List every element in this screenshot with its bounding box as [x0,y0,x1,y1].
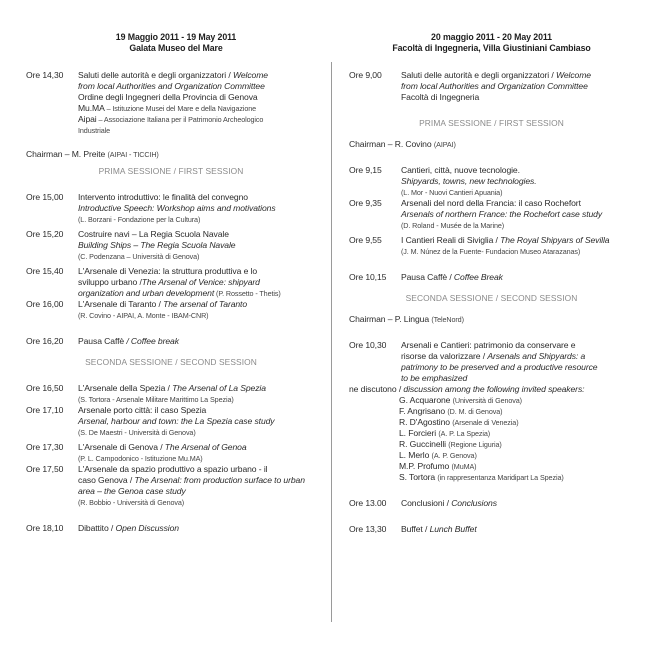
talk-title-en: The arsenal of Taranto [163,299,248,309]
list-item [399,472,634,483]
talk-title-en: Building Ships – The Regia Scuola Navale [78,240,236,250]
day1-venue: Galata Museo del Mare [129,43,223,53]
session-heading: PRIMA SESSIONE / FIRST SESSION [98,166,244,176]
guest-affiliation: (MuMA) [451,462,477,471]
talk-title-en-2: area – the Genoa case study [78,486,186,496]
guest-affiliation: (A. P. La Spezia) [438,429,491,438]
opening-org: Ordine degli Ingegneri della Provincia di Genova [78,92,258,102]
opening-title-en-2: from local Authorities and Organization Committee [78,81,265,91]
chairman-line [349,314,634,325]
debate-title-en: Open Discussion [115,523,179,533]
day1-column [26,32,316,534]
guest-name: G. Acquarone [399,395,453,405]
talk-title-2: sviluppo urbano / [78,277,142,287]
chairman-name: Chairman – M. Preite [26,149,108,159]
chairman-name: Chairman – R. Covino [349,139,434,149]
talk-title-en: The Royal Shipyars of Sevilla [500,235,610,245]
debate-entry [26,523,316,534]
entry-time: Ore 16,00 [26,299,64,309]
guest-list [349,395,634,483]
talk-speaker: (L. Borzani - Fondazione per la Cultura) [78,215,201,224]
entry-time: Ore 17,50 [26,464,64,474]
opening-title-en: Welcome [555,70,591,80]
break-title-en: / Coffee break [126,336,179,346]
entry-time: Ore 14,30 [26,70,64,80]
talk-title: Arsenale porto città: il caso Spezia [78,405,207,415]
day2-column [349,32,634,535]
talk-entry [26,405,316,438]
entry-time: Ore 9,00 [349,70,382,80]
talk-speaker: (R. Covino - AIPAI, A. Monte - IBAM-CNR) [78,311,209,320]
chairman-affiliation: (TeleNord) [431,315,464,324]
entry-time: Ore 17,30 [26,442,64,452]
guest-affiliation: (Regione Liguria) [448,440,502,449]
talk-title: L'Arsenale della Spezia / [78,383,173,393]
chairman-name: Chairman – P. Lingua [349,314,432,324]
talk-title-en: The Arsenal: from production surface to urban [134,475,305,485]
talk-speaker: (R. Bobbio - Università di Genova) [78,498,185,507]
talk-title-en-2: organization and urban development [78,288,215,298]
talk-title-en: Shipyards, towns, new technologies. [401,176,537,186]
talk-speaker: (S. De Maestri - Università di Genova) [78,428,196,437]
talk-speaker: (D. Roland - Musée de la Marine) [401,221,505,230]
talk-speaker: (S. Tortora - Arsenale Militare Marittimo La Spezia) [78,395,234,404]
opening-entry [26,70,316,136]
conclusions-entry [349,498,634,509]
talk-title-en: Arsenals and Shipyards: a [487,351,586,361]
conclusions-title-en: Conclusions [451,498,497,508]
opening-title-en: Welcome [232,70,268,80]
break-title-en: Coffee Break [453,272,503,282]
day2-header [349,32,634,54]
talk-title-en: The Arsenal of Venice: shipyard [141,277,260,287]
day1-date: 19 Maggio 2011 - 19 May 2011 [115,32,237,42]
talk-entry [349,235,634,257]
talk-entry [26,464,316,508]
talk-entry [349,340,634,384]
entry-time: Ore 9,55 [349,235,382,245]
entry-time: Ore 16,50 [26,383,64,393]
conclusions-title: Conclusioni / [401,498,452,508]
day1-header [36,32,316,54]
entry-time: Ore 10,30 [349,340,387,350]
entry-time: Ore 13.00 [349,498,387,508]
entry-time: Ore 10,15 [349,272,387,282]
list-item [399,428,634,439]
opening-title: Saluti delle autorità e degli organizzatori / [401,70,556,80]
break-entry [349,272,634,283]
guest-name: L. Merlo [399,450,432,460]
opening-org-muma: Mu.MA [78,103,105,113]
entry-time: Ore 15,40 [26,266,64,276]
guest-affiliation: (D. M. di Genova) [447,407,503,416]
guest-affiliation: (in rappresentanza Maridipart La Spezia) [437,473,564,482]
talk-title: Costruire navi – La Regia Scuola Navale [78,229,229,239]
talk-entry [349,198,634,231]
entry-time: Ore 15,00 [26,192,64,202]
list-item [399,439,634,450]
guest-name: S. Tortora [399,472,438,482]
discussion-intro [349,384,634,395]
talk-title-en: Arsenal, harbour and town: the La Spezia case study [78,416,275,426]
guest-affiliation: (Università di Genova) [452,396,522,405]
talk-title: Arsenali e Cantieri: patrimonio da conservare e [401,340,576,350]
guest-affiliation: (A. P. Genova) [431,451,477,460]
talk-title: Intervento introduttivo: le finalità del convegno [78,192,248,202]
talk-entry [26,229,316,262]
discussion-label-en: discussion among the following invited speakers: [403,384,585,394]
talk-entry [26,299,316,321]
talk-entry [26,442,316,464]
chairman-affiliation: (AIPAI) [433,140,456,149]
list-item [399,450,634,461]
day2-venue: Facoltà di Ingegneria, Villa Giustiniani Cambiaso [392,43,591,53]
guest-name: F. Angrisano [399,406,448,416]
talk-title: L'Arsenale di Venezia: la struttura produttiva e lo [78,266,258,276]
opening-org-muma-desc: – Istituzione Musei del Mare e della Navigazione [104,104,257,113]
discussion-label: ne discutono / [349,384,404,394]
talk-entry [349,165,634,198]
opening-org-aipai-desc: – Associazione Italiana per il Patrimonio Archeologico [96,115,264,124]
list-item [399,417,634,428]
entry-time: Ore 18,10 [26,523,64,533]
chairman-line [349,139,634,150]
column-divider [331,62,332,622]
entry-time: Ore 13,30 [349,524,387,534]
talk-title: Arsenali del nord della Francia: il caso Rochefort [401,198,581,208]
guest-name: M.P. Profumo [399,461,452,471]
talk-speaker: (C. Podenzana – Università di Genova) [78,252,200,261]
talk-title-2: risorse da valorizzare / [401,351,488,361]
opening-org: Facoltà di Ingegneria [401,92,480,102]
buffet-entry [349,524,634,535]
talk-title: I Cantieri Reali di Siviglia / [401,235,501,245]
talk-speaker: (P. Rossetto - Thetis) [214,289,281,298]
talk-entry [26,266,316,299]
session-heading: PRIMA SESSIONE / FIRST SESSION [419,118,564,128]
buffet-title-en: Lunch Buffet [429,524,477,534]
talk-entry [26,383,316,405]
talk-title-en-2: patrimony to be preserved and a productive resource [401,362,598,372]
opening-entry [349,70,634,103]
break-title: Pausa Caffè / [401,272,454,282]
entry-time: Ore 15,20 [26,229,64,239]
list-item [399,461,634,472]
talk-title: L'Arsenale di Taranto / [78,299,164,309]
entry-time: Ore 17,10 [26,405,64,415]
entry-time: Ore 16,20 [26,336,64,346]
entry-time: Ore 9,15 [349,165,382,175]
talk-title: Cantieri, città, nuove tecnologie. [401,165,520,175]
talk-title-en-3: to be emphasized [401,373,468,383]
guest-name: R. D'Agostino [399,417,453,427]
entry-time: Ore 9,35 [349,198,382,208]
talk-speaker: (J. M. Núnez de la Fuente- Fundacion Museo Atarazanas) [401,247,581,256]
opening-title-en-2: from local Authorities and Organization Committee [401,81,588,91]
opening-title: Saluti delle autorità e degli organizzatori / [78,70,233,80]
talk-entry [26,192,316,225]
guest-affiliation: (Arsenale di Venezia) [452,418,519,427]
break-entry [26,336,316,347]
talk-speaker: (L. Mor - Nuovi Cantieri Apuania) [401,188,503,197]
list-item [399,406,634,417]
day2-date: 20 maggio 2011 - 20 May 2011 [431,32,552,42]
guest-name: R. Guccinelli [399,439,449,449]
talk-title-en: The Arsenal of Genoa [164,442,247,452]
talk-title-en: Arsenals of northern France: the Rochefort case study [401,209,603,219]
session-heading: SECONDA SESSIONE / SECOND SESSION [405,293,578,303]
chairman-affiliation: (AIPAI - TICCIH) [107,150,159,159]
buffet-title: Buffet / [401,524,430,534]
debate-title: Dibattito / [78,523,116,533]
list-item [399,395,634,406]
talk-title: L'Arsenale di Genova / [78,442,165,452]
talk-title-2: caso Genova / [78,475,135,485]
chairman-line [26,149,316,160]
talk-title: L'Arsenale da spazio produttivo a spazio urbano - il [78,464,268,474]
talk-title-en: Introductive Speech: Workshop aims and motivations [78,203,276,213]
opening-org-aipai: Aipai [78,114,97,124]
session-heading: SECONDA SESSIONE / SECOND SESSION [85,357,257,367]
talk-title-en: The Arsenal of La Spezia [172,383,266,393]
talk-speaker: (P. L. Campodonico - Istituzione Mu.MA) [78,454,203,463]
break-title: Pausa Caffè [78,336,127,346]
opening-org-aipai-desc-2: Industriale [78,126,111,135]
guest-name: L. Forcieri [399,428,439,438]
